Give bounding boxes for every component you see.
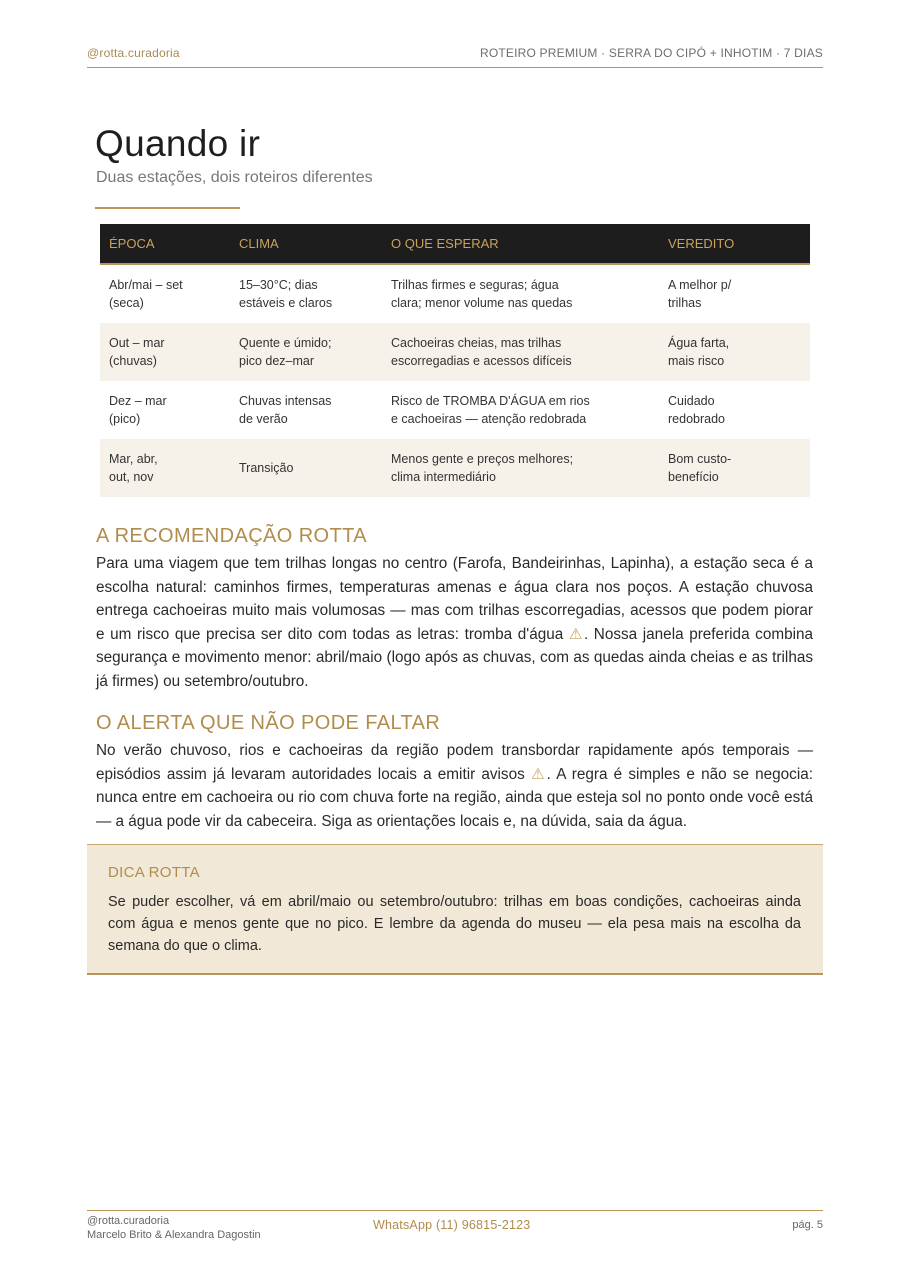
recommendation-paragraph: Para uma viagem que tem trilhas longas no centro (Farofa, Bandeirinhas, Lapinha), a estação seca é a escolha natural: caminhos firmes, temperaturas amenas e água clara nos poços. A estação chuvosa entrega cachoeiras muito mais volumosas — mas com trilhas escorregadias, acessos que podem piorar e um risco que precisa ser dito com todas as letras: tromba d'água ⚠. Nossa janela preferida combina segurança e movimento menor: abril/maio (logo após as chuvas, com as quedas ainda cheias e as trilhas já firmes) ou setembro/outubro. — [96, 555, 814, 690]
warning-icon: ⚠ — [530, 765, 547, 783]
page-header — [87, 46, 823, 68]
cell-o-que-esperar: Menos gente e preços melhores; clima intermediário — [382, 439, 659, 497]
cell-clima: Quente e úmido; pico dez–mar — [230, 323, 382, 381]
cell-epoca: Mar, abr, out, nov — [100, 439, 230, 497]
table-row — [100, 381, 810, 439]
page-title: Quando ir — [95, 123, 261, 164]
tip-box — [87, 844, 823, 975]
cell-veredito: Água farta, mais risco — [659, 323, 810, 381]
column-header-clima: CLIMA — [230, 224, 382, 264]
table-row — [100, 323, 810, 381]
cell-epoca: Dez – mar (pico) — [109, 394, 167, 426]
footer-whatsapp-contact: WhatsApp (11) 96815-2123 — [373, 1218, 531, 1232]
column-header-o-que-esperar: O QUE ESPERAR — [382, 224, 659, 264]
cell-epoca: Out – mar (chuvas) — [100, 323, 230, 381]
alert-paragraph: No verão chuvoso, rios e cachoeiras da região podem transbordar rapidamente após temporais — episódios assim já levaram autoridades locais a emitir avisos ⚠. A regra é simples e não se negocia: nunca entre em cachoeira ou rio com chuva forte na região, ainda que esteja sol no ponto onde você está — a água pode vir da cabeceira. Siga as orientações locais e, na dúvida, saia da água. — [96, 742, 813, 830]
column-header-veredito: VEREDITO — [659, 224, 810, 264]
footer-authors: Marcelo Brito & Alexandra Dagostin — [87, 1229, 261, 1241]
page-number: pág. 5 — [792, 1219, 823, 1231]
cell-clima: Transição — [230, 439, 382, 497]
cell-clima: 15–30°C; dias estáveis e claros — [239, 278, 333, 310]
cell-veredito: A melhor p/ trilhas — [668, 278, 732, 310]
cell-veredito: Bom custo- benefício — [659, 439, 810, 497]
seasons-table — [100, 224, 810, 497]
cell-epoca: Abr/mai – set (seca) — [109, 278, 183, 310]
table-header-row — [100, 224, 810, 264]
warning-icon: ⚠ — [568, 625, 584, 643]
table-row — [100, 439, 810, 497]
title-underline — [95, 207, 240, 209]
tip-heading: DICA ROTTA — [108, 864, 200, 881]
cell-clima: Chuvas intensas de verão — [239, 394, 332, 426]
cell-o-que-esperar: Risco de TROMBA D'ÁGUA em rios e cachoeiras — atenção redobrada — [391, 394, 590, 426]
cell-o-que-esperar: Trilhas firmes e seguras; água clara; menor volume nas quedas — [391, 278, 573, 310]
page-subtitle: Duas estações, dois roteiros diferentes — [96, 169, 373, 186]
header-handle: @rotta.curadoria — [87, 46, 180, 60]
footer-credits — [87, 1214, 261, 1242]
column-header-epoca: ÉPOCA — [100, 224, 230, 264]
page-footer — [87, 1210, 823, 1251]
table-row — [100, 264, 810, 323]
footer-handle: @rotta.curadoria — [87, 1215, 170, 1227]
recommendation-heading: A RECOMENDAÇÃO ROTTA — [96, 525, 367, 547]
cell-veredito: Cuidado redobrado — [668, 394, 725, 426]
cell-o-que-esperar: Cachoeiras cheias, mas trilhas escorregadias e acessos difíceis — [382, 323, 659, 381]
header-document-title: ROTEIRO PREMIUM · SERRA DO CIPÓ + INHOTIM · 7 DIAS — [479, 46, 823, 60]
alert-heading: O ALERTA QUE NÃO PODE FALTAR — [96, 712, 441, 734]
tip-text: Se puder escolher, vá em abril/maio ou setembro/outubro: trilhas em boas condições, cachoeiras ainda com água e menos gente que no pico. E lembre da agenda do museu — ela pesa mais na escolha da semana do que o clima. — [108, 894, 801, 954]
